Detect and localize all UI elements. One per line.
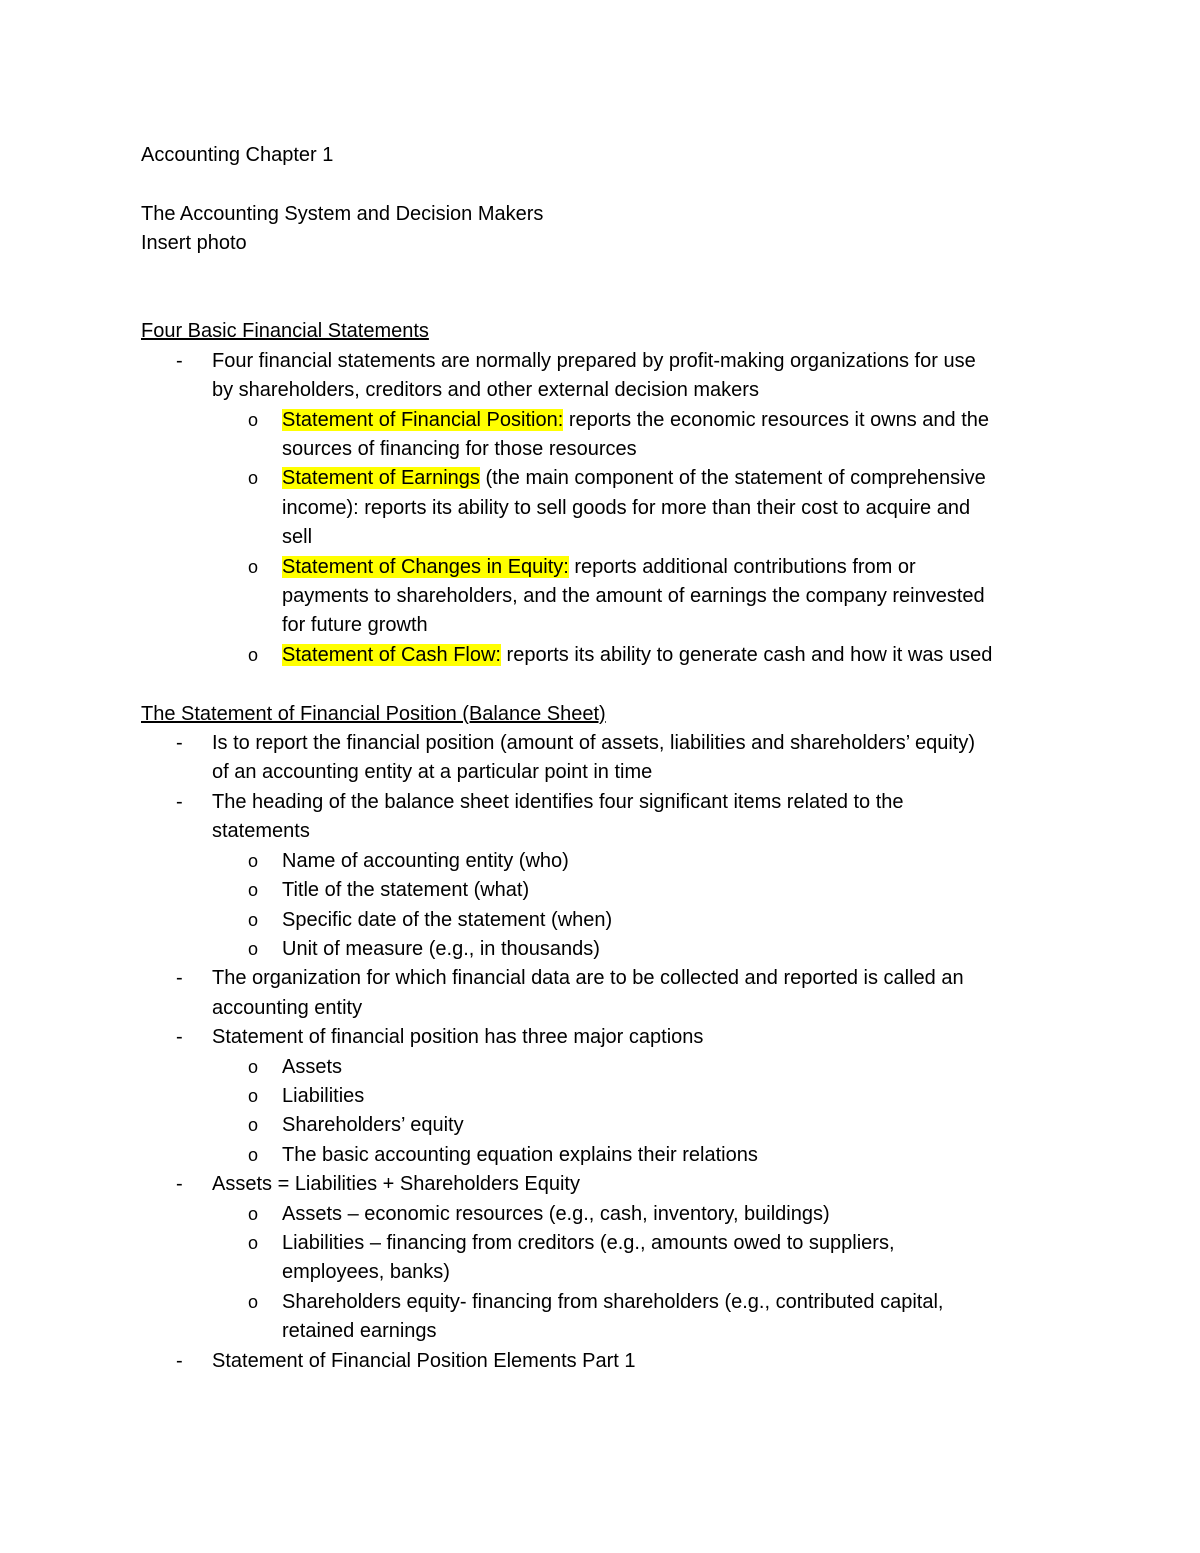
term-description: (the main component of the statement of comprehensive [479, 467, 986, 490]
list-item-line: for future growth [282, 614, 428, 637]
list-item-line: statements [212, 820, 310, 843]
list-item-line: The basic accounting equation explains their relations [282, 1143, 758, 1166]
highlighted-term: Statement of Financial Position: [282, 408, 564, 431]
list-item-line: sell [282, 526, 313, 549]
list-item-line: retained earnings [282, 1320, 437, 1343]
sub-list-item [141, 935, 1061, 964]
sub-list-item [141, 1200, 1061, 1229]
list-item-line: The organization for which financial data are to be collected and reported is called an [212, 967, 964, 990]
list-item-line: Specific date of the statement (when) [282, 908, 613, 931]
sub-list-item [141, 1053, 1061, 1082]
sub-list-item [141, 1141, 1061, 1170]
highlighted-term: Statement of Earnings [282, 467, 480, 490]
list-item-line: Liabilities – financing from creditors (e.g., amounts owed to suppliers, [282, 1231, 895, 1254]
circle-bullet-icon: o [248, 1203, 259, 1224]
dash-marker: - [176, 1026, 183, 1049]
sub-list-item [141, 641, 1061, 670]
dash-marker: - [176, 732, 183, 755]
circle-bullet-icon: o [248, 909, 259, 930]
list-item-line: Name of accounting entity (who) [282, 849, 569, 872]
list-item-line: accounting entity [212, 996, 363, 1019]
list-item [141, 1170, 1061, 1199]
section-heading-four-statements: Four Basic Financial Statements [141, 320, 429, 343]
list-item-line: Unit of measure (e.g., in thousands) [282, 937, 600, 960]
sub-list-item [141, 847, 1061, 876]
list-item-line: by shareholders, creditors and other external decision makers [212, 379, 759, 402]
circle-bullet-icon: o [248, 644, 259, 665]
term-description: reports the economic resources it owns and the [563, 408, 990, 431]
circle-bullet-icon: o [248, 1115, 259, 1136]
list-item-line: payments to shareholders, and the amount of earnings the company reinvested [282, 585, 985, 608]
sub-list-item [141, 406, 1061, 465]
term-description: reports its ability to generate cash and how it was used [500, 643, 993, 666]
list-item-line: Assets [282, 1055, 343, 1078]
document-title: Accounting Chapter 1 [141, 144, 334, 166]
insert-photo-note: Insert photo [141, 232, 247, 255]
circle-bullet-icon: o [248, 1144, 259, 1165]
list-item-line: sources of financing for those resources [282, 438, 637, 461]
dash-marker: - [176, 967, 183, 990]
sub-list-item [141, 906, 1061, 935]
list-item-line: of an accounting entity at a particular point in time [212, 761, 653, 784]
list-item-line: employees, banks) [282, 1261, 450, 1284]
list-item [141, 729, 1061, 788]
sub-list-item [141, 1229, 1061, 1288]
list-item-line: Statement of financial position has three major captions [212, 1026, 704, 1049]
list-item-line: Shareholders equity- financing from shareholders (e.g., contributed capital, [282, 1290, 944, 1313]
circle-bullet-icon: o [248, 556, 259, 577]
list-item [141, 1347, 1061, 1376]
circle-bullet-icon: o [248, 468, 259, 489]
term-description: reports additional contributions from or [568, 555, 916, 578]
circle-bullet-icon: o [248, 938, 259, 959]
document-subtitle: The Accounting System and Decision Makers [141, 202, 544, 225]
highlighted-term: Statement of Changes in Equity: [282, 555, 569, 578]
list-item-line: Statement of Financial Position Elements Part 1 [212, 1349, 636, 1372]
section-heading-balance-sheet: The Statement of Financial Position (Balance Sheet) [141, 702, 606, 725]
sub-list-item [141, 1082, 1061, 1111]
list-item-line: Is to report the financial position (amount of assets, liabilities and shareholders’ equity) [212, 732, 975, 755]
list-item [141, 788, 1061, 847]
list-item [141, 347, 1061, 406]
circle-bullet-icon: o [248, 409, 259, 430]
circle-bullet-icon: o [248, 850, 259, 871]
circle-bullet-icon: o [248, 1232, 259, 1253]
list-item-line: Title of the statement (what) [282, 879, 530, 902]
dash-marker: - [176, 349, 183, 372]
circle-bullet-icon: o [248, 880, 259, 901]
dash-marker: - [176, 1349, 183, 1372]
circle-bullet-icon: o [248, 1085, 259, 1106]
circle-bullet-icon: o [248, 1291, 259, 1312]
highlighted-term: Statement of Cash Flow: [282, 643, 501, 666]
dash-marker: - [176, 790, 183, 813]
circle-bullet-icon: o [248, 1056, 259, 1077]
sub-list-item [141, 1288, 1061, 1347]
dash-marker: - [176, 1173, 183, 1196]
list-item-line: Shareholders’ equity [282, 1114, 464, 1137]
sub-list-item [141, 464, 1061, 552]
list-item-line: Four financial statements are normally prepared by profit-making organizations for use [212, 349, 976, 372]
list-item-line: Liabilities [282, 1084, 365, 1107]
list-item-line: The heading of the balance sheet identifies four significant items related to the [212, 790, 904, 813]
list-item-line: Assets – economic resources (e.g., cash, inventory, buildings) [282, 1202, 830, 1225]
sub-list-item [141, 553, 1061, 641]
document-page [141, 141, 1061, 1376]
sub-list-item [141, 1111, 1061, 1140]
list-item [141, 964, 1061, 1023]
list-item-line: income): reports its ability to sell goods for more than their cost to acquire and [282, 496, 971, 519]
list-item [141, 1023, 1061, 1052]
sub-list-item [141, 876, 1061, 905]
list-item-line: Assets = Liabilities + Shareholders Equity [212, 1173, 580, 1196]
